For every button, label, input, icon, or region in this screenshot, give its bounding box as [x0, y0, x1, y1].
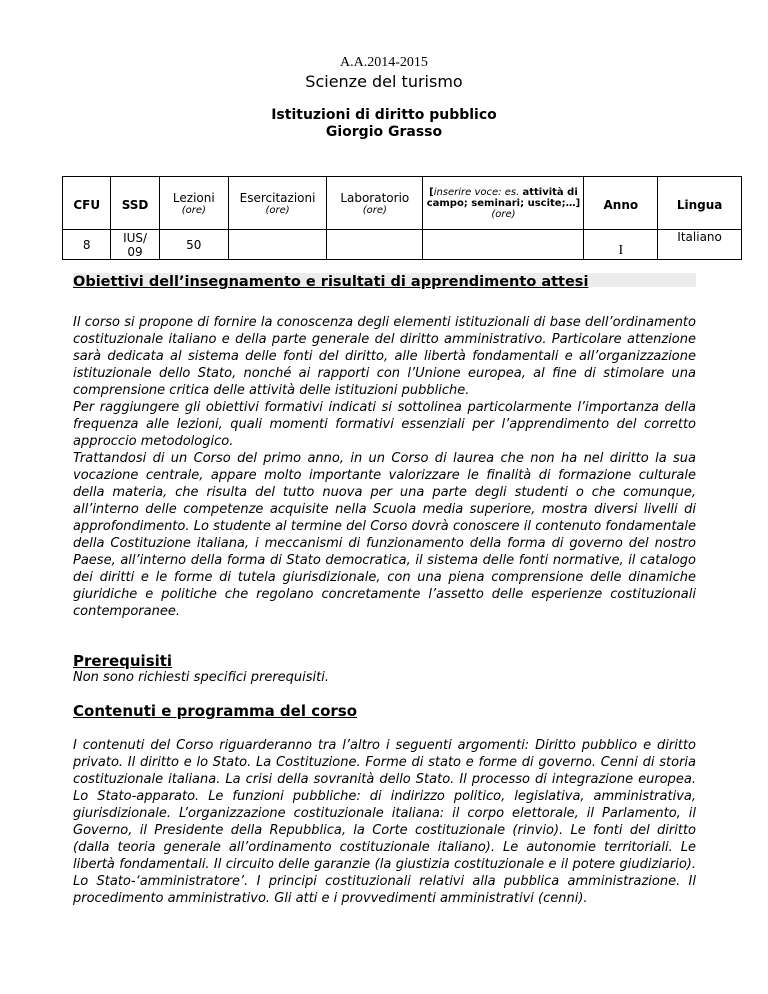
other-italic-text: inserire voce: es. [433, 186, 520, 198]
header-laboratorio [327, 177, 423, 230]
header-lezioni-label: Lezioni [172, 190, 215, 205]
header-anno [584, 177, 658, 230]
subject-title: Istituzioni di diritto pubblico [271, 107, 497, 123]
header-other-activity-label [425, 187, 581, 209]
objectives-title: Obiettivi dell’insegnamento e risultati di apprendimento attesi [73, 274, 589, 290]
header-esercitazioni-label: Esercitazioni [239, 190, 316, 205]
objectives-text [73, 314, 696, 620]
value-ssd [111, 230, 159, 260]
header-laboratorio-unit: (ore) [362, 204, 387, 216]
degree-course: Scienze del turismo [305, 72, 463, 91]
header-lezioni [159, 177, 228, 230]
value-laboratorio [327, 230, 423, 260]
other-rest-text: ;…] [561, 197, 581, 209]
bracket-open: [ [429, 186, 434, 198]
value-ssd-line1: IUS/ [123, 230, 148, 245]
header-esercitazioni-unit: (ore) [265, 204, 290, 216]
header-esercitazioni [228, 177, 326, 230]
value-lingua: Italiano [658, 230, 742, 260]
prerequisites-title: Prerequisiti [73, 652, 173, 670]
contents-title: Contenuti e programma del corso [73, 702, 358, 720]
objectives-paragraph-1: Il corso si propone di fornire la conoscenza degli elementi istituzionali di base dell’ordinamento costituzionale italiano e della parte generale del diritto amministrativo. Particolare attenzione sarà dedicata al sistema delle fonti del diritto, alle libertà fondamentali e all’organizzazione istituzionale dello Stato, nonché ai rapporti con l’Unione europea, al fine di stimolare una comprensione critica delle attività delle istituzioni pubbliche. [73, 315, 696, 398]
header-ssd [111, 177, 159, 230]
header-laboratorio-label: Laboratorio [340, 190, 410, 205]
info-table-data-row [63, 230, 742, 260]
header-lingua-label: Lingua [676, 197, 723, 212]
objectives-paragraph-3: Trattandosi di un Corso del primo anno, in un Corso di laurea che non ha nel diritto la sua vocazione centrale, appare molto importante valorizzare le finalità di formazione culturale della materia, che risulta del tutto nuova per una parte degli studenti o che comunque, all’interno delle competenze acquisite nella Scuola media superiore, mostra diversi livelli di approfondimento. Lo studente al termine del Corso dovrà conoscere il contenuto fondamentale della Costituzione italiana, i meccanismi di funzionamento della forma di governo del nostro Paese, all’interno della forma di Stato democratica, il sistema delle fonti normative, il catalogo dei diritti e le forme di tutela giurisdizionale, con una piena comprensione delle dinamiche giuridiche e politiche che regolano concretamente l’assetto delle esperienze costituzionali contemporanee. [73, 451, 696, 619]
value-cfu: 8 [63, 230, 111, 260]
teacher-name: Giorgio Grasso [325, 124, 443, 140]
header-other-unit: (ore) [491, 208, 516, 220]
header-cfu [63, 177, 111, 230]
objectives-paragraph-2: Per raggiungere gli obiettivi formativi indicati si sottolinea particolarmente l’importanza della frequenza alle lezioni, quali momenti formativi essenziali per l’apprendimento del corretto approccio metodologico. [73, 400, 696, 449]
academic-year: A.A.2014-2015 [340, 55, 428, 70]
header-other-activity [423, 177, 584, 230]
header-ssd-label: SSD [121, 197, 149, 212]
subject-header [0, 107, 768, 141]
header-lingua [658, 177, 742, 230]
value-anno: I [584, 230, 658, 260]
contents-text: I contenuti del Corso riguarderanno tra l’altro i seguenti argomenti: Diritto pubblico e diritto privato. Il diritto e lo Stato. La Costituzione. Forme di stato e forme di governo. Cenni di storia costituzionale italiana. La crisi della sovranità dello Stato. Il processo di integrazione europea. Lo Stato-apparato. Le funzioni pubbliche: di indirizzo politico, legislativa, amministrativa, giurisdizionale. L’organizzazione costituzionale italiana: il corpo elettorale, il Parlamento, il Governo, il Presidente della Repubblica, la Corte costituzionale (rinvio). Le fonti del diritto (dalla teoria generale all’ordinamento costituzionale italiano). Le autonomie territoriali. Le libertà fondamentali. Il circuito delle garanzie (la giustizia costituzionale e il potere giudiziario). Lo Stato-‘amministratore’. I principi costituzionali relativi alla pubblica amministrazione. Il procedimento amministrativo. Gli atti e i provvedimenti amministrativi (cenni). [73, 738, 696, 906]
info-table-header-row [63, 177, 742, 230]
header-cfu-label: CFU [73, 197, 101, 212]
value-ssd-line2: 09 [127, 244, 143, 259]
course-info-table [62, 176, 742, 260]
value-esercitazioni [228, 230, 326, 260]
prerequisites-text: Non sono richiesti specifici prerequisiti. [73, 670, 330, 685]
other-bold-text: attività di campo; seminari; uscite [426, 186, 578, 209]
value-other [423, 230, 584, 260]
header-lezioni-unit: (ore) [181, 204, 206, 216]
value-lezioni: 50 [159, 230, 228, 260]
header-anno-label: Anno [603, 197, 639, 212]
